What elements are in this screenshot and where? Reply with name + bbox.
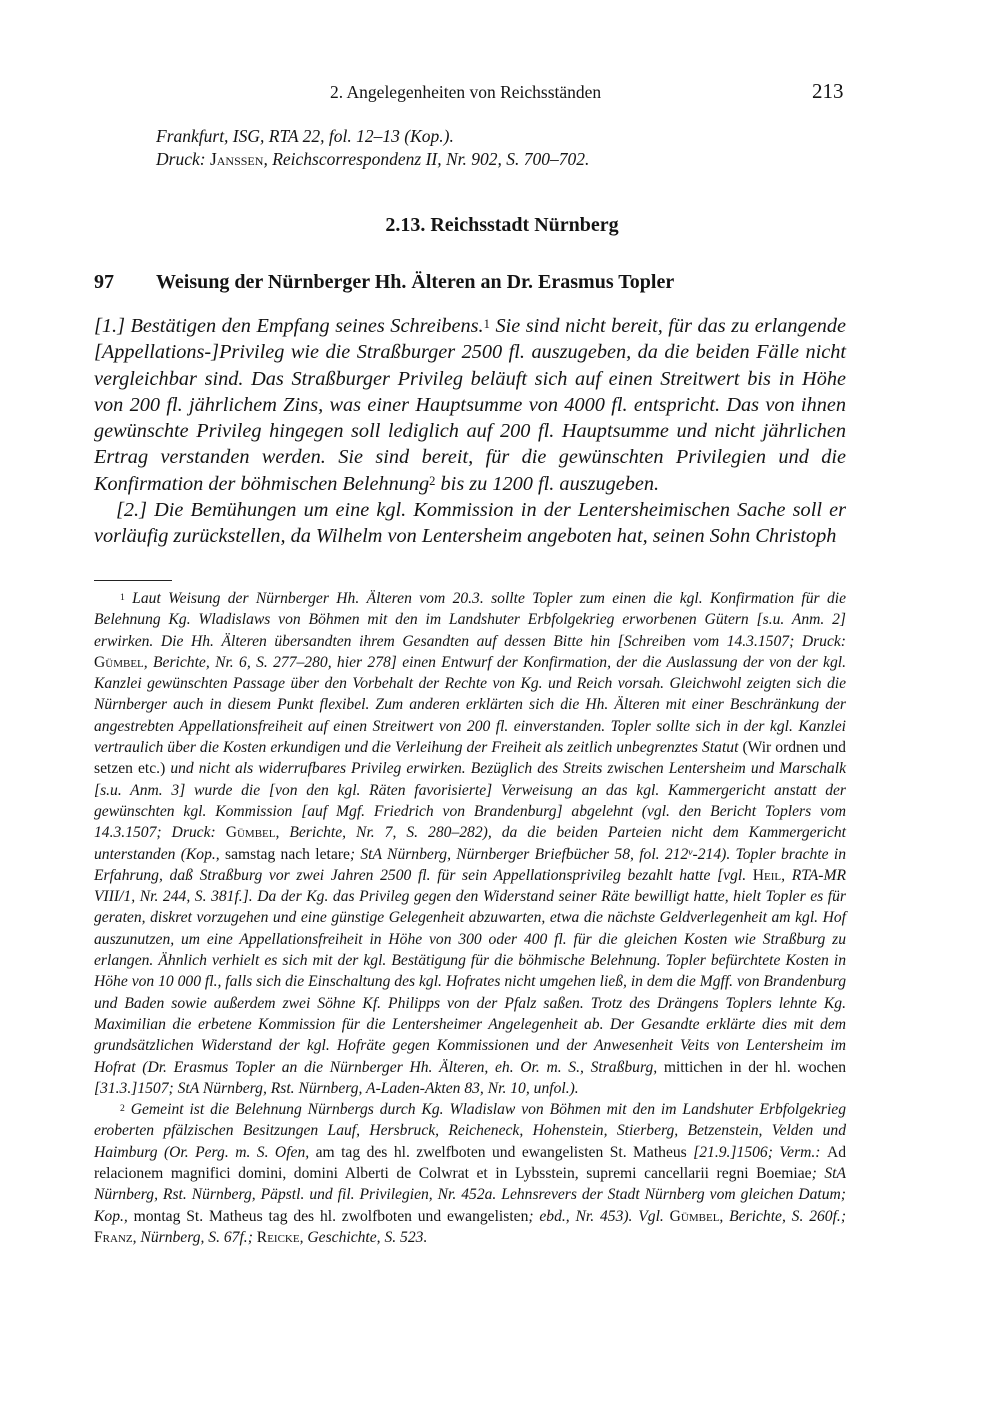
footnote-text: Laut Weisung der Nürnberger Hh. Älteren vom 20.3. sollte Topler zum einen die kgl. Konfirmation für die Belehnung Kg. Wladislaws von Böhmen mit den im Landshuter Erbfolgekrieg erworbenen Gütern [s.u. Anm. 2] erwirken. Die Hh. Älteren übersandten ihrem Gesandten auf dessen Bitte hin [Schreiben vom 14.3.1507; Druck: bbox=[94, 590, 846, 650]
quotation: montag St. Matheus tag des hl. zwolfboten und ewangelisten bbox=[133, 1207, 529, 1225]
footnote-text: ; ebd., Nr. 453). Vgl. bbox=[528, 1207, 670, 1225]
footnote-text: ; StA Nürnberg, Nürnberger Briefbücher 58, fol. 212 bbox=[349, 845, 689, 863]
regest-text-segment: bis zu 1200 fl. auszugeben. bbox=[435, 472, 660, 495]
regest-paragraph-1 bbox=[94, 313, 846, 497]
page-number: 213 bbox=[812, 79, 844, 103]
footnote-2 bbox=[94, 1099, 846, 1248]
author-name: Franz bbox=[94, 1228, 133, 1246]
quotation: samstag nach letare bbox=[225, 845, 350, 863]
source-print-line bbox=[156, 149, 589, 170]
footnote-text: [31.3.]1507; StA Nürnberg, Rst. Nürnberg, A-Laden-Akten 83, Nr. 10, unfol.). bbox=[94, 1079, 579, 1097]
source-archive-line: Frankfurt, ISG, RTA 22, fol. 12–13 (Kop.). bbox=[156, 126, 454, 146]
document-title: Weisung der Nürnberger Hh. Älteren an Dr. Erasmus Topler bbox=[156, 271, 675, 293]
footnote-text: , Geschichte, S. 523. bbox=[299, 1228, 428, 1246]
footnote-separator bbox=[94, 580, 172, 581]
author-name: Heil bbox=[752, 866, 782, 884]
print-label: Druck: bbox=[156, 149, 210, 169]
footnote-text: , Nürnberg, S. 67f.; bbox=[132, 1228, 257, 1246]
regest-text-segment: [1.] Bestätigen den Empfang seines Schreibens. bbox=[94, 315, 484, 337]
author-name: Reicke bbox=[256, 1228, 300, 1246]
footnote-text: [21.9.]1506; Verm.: bbox=[686, 1143, 827, 1161]
regest-text-segment: Sie sind nicht bereit, für das zu erlangende [Appellations-]Privileg wie die Straßburger 2500 fl. auszugeben, da die beiden Fälle nicht vergleichbar sind. Das Straßburger Privileg beläuft sich auf einen Streitwert bis in Höhe von 200 fl. jährlichem Zins, was einer Hauptsumme von 4000 fl. entspricht. Das von ihnen gewünschte Privileg hingegen soll lediglich auf 200 fl. Hauptsumme und nicht jährlichen Ertrag verstanden werden. Sie sind bereit, für die gewünschten Privilegien und die Konfirmation der böhmischen Belehnung bbox=[94, 315, 846, 495]
author-name: Gümbel bbox=[225, 824, 276, 842]
author-name: Gümbel bbox=[669, 1207, 720, 1225]
regest-paragraph-2: [2.] Die Bemühungen um eine kgl. Kommission in der Lentersheimischen Sache soll er vorläufig zurückstellen, da Wilhelm von Lentersheim angeboten hat, seinen Sohn Christoph bbox=[94, 499, 846, 548]
document-number: 97 bbox=[94, 271, 114, 293]
running-head: 2. Angelegenheiten von Reichsständen bbox=[330, 82, 602, 102]
quotation: (Wir ordnen und setzen etc.) bbox=[94, 739, 846, 778]
footnote-text: , Berichte, Nr. 6, S. 277–280, hier 278] einen Entwurf der Konfirmation, der die Auslassung der von der kgl. Kanzlei gewünschten Passage über den Vorbehalt der Rechte von Kg. und Reich vorsah. Gleichwohl zeigten sich die Nürnberger auch in diesem Punkt flexibel. Zum anderen erklärten sich die Hh. Älteren mit einer Beschränkung der angestrebten Appellationsfreiheit auf einen Streitwert von 200 fl. einverstanden. Topler sollte sich in der kgl. Kanzlei vertraulich über die Kosten erkundigen und die Verleihung der Freiheit als zeitlich unbegrenztes Statut bbox=[94, 653, 846, 757]
quotation: Ad relacionem magnifici domini, domini Alberti de Colwrat et in Lybsstein, supremi cancellarii regni Boemiae bbox=[94, 1143, 846, 1183]
regest-text bbox=[94, 313, 846, 550]
footnote-text: , Berichte, Nr. 7, S. 280–282), da die beiden Parteien nicht dem Kammergericht unterstanden (Kop., bbox=[94, 824, 846, 863]
footnote-number: 1 bbox=[120, 591, 125, 603]
footnote-1 bbox=[94, 588, 846, 1099]
footnote-text: und nicht als widerrufbares Privileg erwirken. Bezüglich des Streits zwischen Lentersheim und Marschalk [s.u. Anm. 3] wurde die [von den kgl. Räten favorisierte] Verweisung an das kgl. Kammergericht anstatt der gewünschten kgl. Kommission [auf Mgf. Friedrich von Brandenburg] abgelehnt (vgl. den Bericht Toplers vom 14.3.1507; Druck: bbox=[94, 760, 846, 842]
footnote-text: , RTA-MR VIII/1, Nr. 244, S. 381f.]. Da der Kg. das Privileg gegen den Widerstand seiner Räte bewilligt hatte, hielt Topler es für geraten, diskret vorzugehen und eine günstige Gelegenheit abzuwarten, etwa die nächste Geldverlegenheit am kgl. Hof auszunutzen, um eine Appellationsfreiheit in Höhe von 300 oder 400 fl. für die gleichen Kosten wie Straßburg zu erlangen. Ähnlich verhielt es sich mit der kgl. Bestätigung für die böhmische Belehnung. Topler befürchtete Kosten in Höhe von 10 000 fl., falls sich die Einschaltung des kgl. Hofrates nicht umgehen ließ, in dem die Mgff. von Brandenburg und Baden sowie außerdem zwei Söhne Kf. Philipps von der Pfalz saßen. Trotz des Drängens Toplers lehnte Kg. Maximilian die erbetene Kommission für die Lentersheimer Angelegenheit ab. Der Gesandte erklärte dies mit dem grundsätzlichen Widerstand der kgl. Hofräte gegen Kommissionen und der Anwesenheit Veits von Lentersheim im Hofrat (Dr. Erasmus Topler an die Nürnberger Hh. Älteren, eh. Or. m. S., Straßburg, bbox=[94, 866, 846, 1076]
quotation: am tag des hl. zwelfboten und ewangelisten St. Matheus bbox=[315, 1143, 687, 1161]
section-heading: 2.13. Reichsstadt Nürnberg bbox=[385, 214, 619, 236]
footnote-text: , Berichte, S. 260f.; bbox=[719, 1207, 847, 1225]
footnote-text: -214). Topler brachte in Erfahrung, daß Straßburg vor zwei Jahren 2500 fl. für sein Appellationsprivileg bezahlt hatte [vgl. bbox=[94, 845, 847, 884]
footnote-number: 2 bbox=[120, 1102, 125, 1114]
footnotes bbox=[94, 588, 846, 1248]
footnote-text: Gemeint ist die Belehnung Nürnbergs durch Kg. Wladislaw von Böhmen mit den im Landshuter Erbfolgekrieg eroberten pfälzischen Besitzungen Lauf, Hersbruck, Reicheneck, Hohenstein, Stierberg, Betzenstein, Velden und Haimburg (Or. Perg. m. S. Ofen, bbox=[94, 1101, 846, 1161]
footnote-ref-2[interactable]: 2 bbox=[429, 474, 436, 489]
superscript: v bbox=[688, 847, 693, 859]
footnote-text: ; StA Nürnberg, Rst. Nürnberg, Päpstl. und fil. Privilegien, Nr. 452a. Lehnsrevers der Stadt Nürnberg vom gleichen Datum; Kop., bbox=[94, 1165, 847, 1225]
author-name: Gümbel bbox=[94, 653, 144, 671]
print-reference: , Reichscorrespondenz II, Nr. 902, S. 700–702. bbox=[263, 149, 590, 169]
footnote-ref-1[interactable]: 1 bbox=[483, 316, 490, 331]
print-author: Janssen bbox=[209, 149, 264, 169]
quotation: mittichen in der hl. wochen bbox=[663, 1058, 846, 1076]
